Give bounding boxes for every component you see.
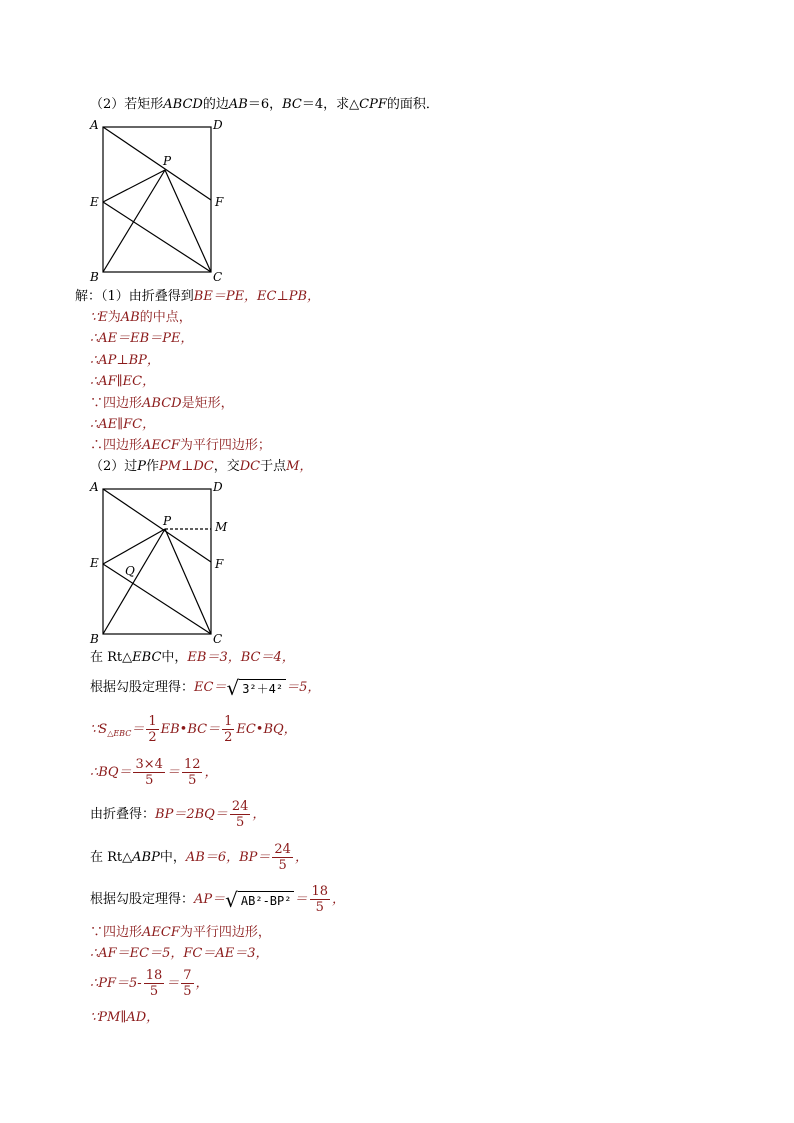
part2-line-6: 在 Rt△ABP中，AB＝6，BP＝ $\frac{24}{5}$ ， xyxy=(90,842,308,873)
solution-line-8: ∴四边形AECF为平行四边形； xyxy=(90,438,271,453)
fraction: $\frac{1}{2}$ xyxy=(224,714,233,745)
part2-line-5: 由折叠得：BP＝2BQ＝ $\frac{24}{5}$ ， xyxy=(90,799,266,830)
solution-line-7: ∴AE∥FC， xyxy=(90,417,156,432)
part2-line-2: 根据勾股定理得：EC＝ √ 3²＋4² ＝5， xyxy=(90,675,321,700)
part2-line-10: ∴PF＝5- $\frac{18}{5}$ ＝ $\frac{7}{5}$ ， xyxy=(90,968,209,999)
solution-line-4: ∴AP⊥BP， xyxy=(90,353,160,368)
label-a: A xyxy=(90,118,99,132)
label-b: B xyxy=(90,632,99,646)
label-m: M xyxy=(215,520,228,534)
part2-line-7: 根据勾股定理得：AP＝ √ AB²-BP² ＝ $\frac{18}{5}$ ， xyxy=(90,884,346,915)
label-c: C xyxy=(213,632,223,646)
label-f: F xyxy=(215,557,224,571)
label-b: B xyxy=(90,270,99,284)
label-c: C xyxy=(213,270,223,284)
label-q: Q xyxy=(125,564,135,578)
fraction: $\frac{1}{2}$ xyxy=(148,714,157,745)
part2-line-1: 在 Rt△EBC中，EB＝3，BC＝4， xyxy=(90,650,295,665)
sqrt-expression: √ 3²＋4² xyxy=(226,678,286,698)
fraction: $\frac{12}{5}$ xyxy=(183,757,201,788)
label-f: F xyxy=(215,195,224,209)
label-d: D xyxy=(213,480,223,494)
solution-line-5: ∴AF∥EC， xyxy=(90,374,156,389)
solution-line-2: ∵E为AB的中点， xyxy=(90,310,192,325)
sqrt-expression: √ AB²-BP² xyxy=(225,890,294,910)
label-a: A xyxy=(90,480,99,494)
part2-line-8: ∵四边形AECF为平行四边形， xyxy=(90,925,271,940)
part2-line-3: $\because S_{\triangle EBC}=$ $\frac{1}{2}$ EB•BC＝ $\frac{1}{2}$ EC•BQ， xyxy=(90,714,297,745)
label-p: P xyxy=(163,514,172,528)
fraction: $\frac{3\times 4}{5}$ xyxy=(135,757,163,788)
fraction: $\frac{24}{5}$ xyxy=(231,799,249,830)
label-p: P xyxy=(163,154,172,168)
part2-line-11: ∵PM∥AD， xyxy=(90,1010,160,1025)
fraction: $\frac{24}{5}$ xyxy=(274,842,291,873)
fraction: $\frac{18}{5}$ xyxy=(145,968,163,999)
label-e: E xyxy=(90,556,99,570)
solution-line-9: （2）过P作PM⊥DC，交DC于点M， xyxy=(90,459,313,474)
label-e: E xyxy=(90,195,99,209)
solution-line-3: ∴AE＝EB＝PE， xyxy=(90,331,194,346)
problem-statement: （2）若矩形ABCD的边AB＝6，BC＝4，求△CPF的面积． xyxy=(90,97,439,112)
geometry-figure-2 xyxy=(85,477,245,649)
part2-line-9: ∴AF＝EC＝5，FC＝AE＝3， xyxy=(90,946,269,961)
part2-line-4: ∴BQ＝ $\frac{3\times 4}{5}$ ＝ $\frac{12}{5}$ ， xyxy=(90,757,218,788)
fraction: $\frac{18}{5}$ xyxy=(311,884,329,915)
fraction: $\frac{7}{5}$ xyxy=(183,968,192,999)
label-d: D xyxy=(213,118,223,132)
solution-line-1: 解：（1）由折叠得到BE＝PE，EC⊥PB， xyxy=(75,289,321,304)
geometry-figure-1 xyxy=(85,115,245,287)
solution-line-6: ∵四边形ABCD是矩形， xyxy=(90,396,234,411)
